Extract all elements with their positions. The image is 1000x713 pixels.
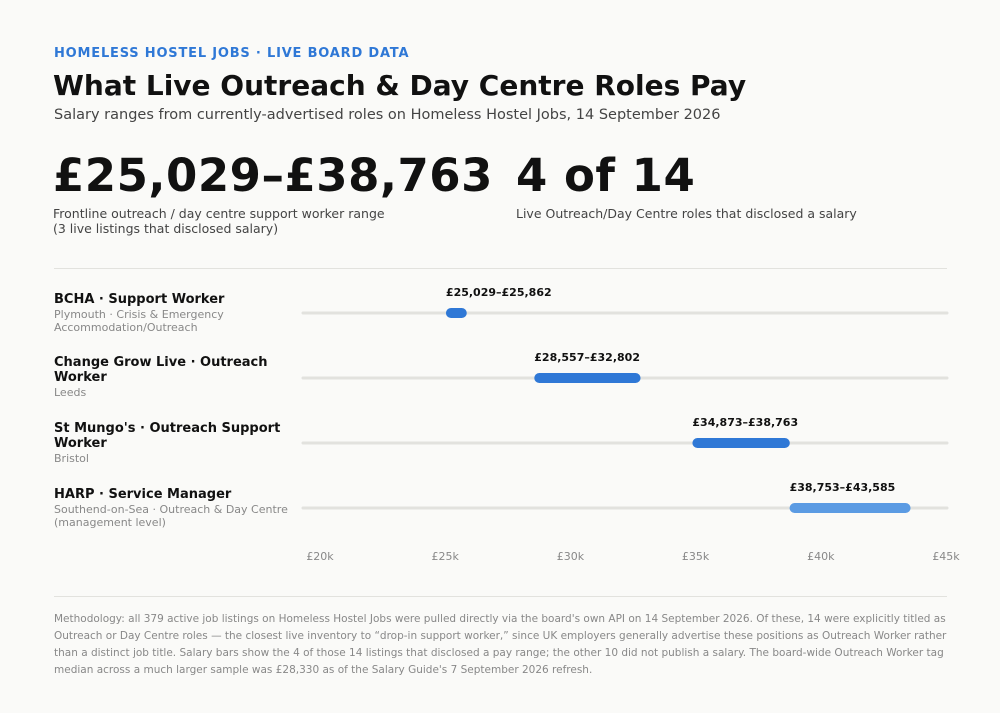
row-location: Plymouth · Crisis & Emergency Accommodation/Outreach [54, 308, 224, 334]
range-bar [446, 308, 467, 318]
row-location: Bristol [54, 452, 89, 465]
range-label: £25,029–£25,862 [445, 286, 552, 299]
row-location: Southend-on-Sea · Outreach & Day Centre (management level) [54, 503, 288, 529]
methodology-note: Methodology: all 379 active job listings on Homeless Hostel Jobs were pulled directly via the board's own API on 14 September 2026. Of these, 14 were explicitly titled as Outreach or Day Centre roles — the closest live inventory to “drop-in support worker,” since UK employers generally advertise these positions as Outreach Worker rather than a distinct job title. Salary bars show the 4 of those 14 listings that disclosed a pay range; the other 10 did not publish a salary. The board-wide Outreach Worker tag median across a much larger sample was £28,330 as of the Salary Guide's 7 September 2026 refresh. [54, 613, 947, 676]
stat-caption: Frontline outreach / day centre support worker range (3 live listings that disclosed salary) [53, 206, 385, 236]
range-label: £38,753–£43,585 [789, 481, 896, 494]
stat-value: £25,029–£38,763 [53, 149, 493, 202]
range-label: £34,873–£38,763 [692, 416, 799, 429]
kicker: HOMELESS HOSTEL JOBS · LIVE BOARD DATA [54, 46, 410, 61]
x-tick-label: £20k [306, 550, 334, 563]
stat-caption: Live Outreach/Day Centre roles that disclosed a salary [516, 206, 857, 221]
page-subtitle: Salary ranges from currently-advertised roles on Homeless Hostel Jobs, 14 September 2026 [54, 107, 721, 123]
x-tick-label: £30k [556, 550, 585, 563]
range-bar [692, 438, 789, 448]
x-tick-label: £25k [431, 550, 459, 563]
range-label: £28,557–£32,802 [534, 351, 640, 364]
range-bar [534, 373, 640, 383]
stat-value: 4 of 14 [516, 149, 696, 202]
range-bar [790, 503, 911, 513]
row-org: HARP · Service Manager [54, 487, 232, 502]
x-tick-label: £40k [807, 550, 835, 563]
row-org: BCHA · Support Worker [54, 292, 225, 307]
divider [54, 596, 947, 597]
row-org: St Mungo's · Outreach Support Worker [54, 421, 281, 451]
page-title: What Live Outreach & Day Centre Roles Pay [53, 69, 747, 102]
row-location: Leeds [54, 386, 87, 399]
x-tick-label: £45k [932, 550, 960, 563]
row-org: Change Grow Live · Outreach Worker [54, 355, 268, 385]
x-tick-label: £35k [681, 550, 710, 563]
